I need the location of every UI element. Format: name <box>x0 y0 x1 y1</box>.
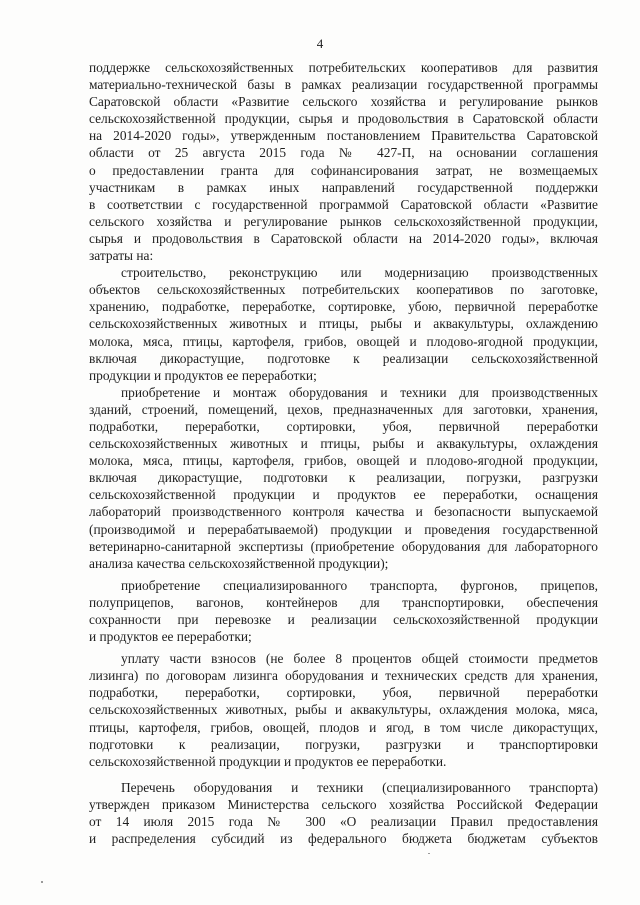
paragraph-3 <box>89 384 598 572</box>
text-line: от 14 июля 2015 года № 300 «О реализации Правил предоставления <box>89 814 598 830</box>
text-line: (производимой и перерабатываемой) продукции и проведения государственной <box>89 521 598 537</box>
text-line: зданий, строений, помещений, цехов, предназначенных для заготовки, хранения, <box>89 401 598 417</box>
text-line: материально-технической базы в рамках реализации государственной программы <box>89 77 598 93</box>
text-line: поддержке сельскохозяйственных потребительских кооперативов для развития <box>89 60 598 75</box>
text-line: полуприцепов, вагонов, контейнеров для транспортировки, обеспечения <box>89 594 598 610</box>
text-line: сельскохозяйственных животных, рыбы и аквакультуры, охлаждения молока, мяса, <box>89 702 598 718</box>
text-line: сельского хозяйства и регулирование рынков сельскохозяйственной продукции, <box>89 213 598 229</box>
text-line: анализа качества сельскохозяйственной продукции); <box>89 555 389 571</box>
text-line: хранению, подработке, переработке, сортировке, убою, первичной переработке <box>89 299 598 315</box>
text-line: объектов сельскохозяйственных потребительских кооперативов по заготовке, <box>89 282 598 298</box>
text-line: молока, мяса, птицы, картофеля, грибов, овощей и плодово-ягодной продукции, <box>89 453 598 469</box>
text-line: Перечень оборудования и техники (специализированного транспорта) <box>121 779 598 795</box>
text-line: Саратовской области «Развитие сельского хозяйства и регулирование рынков <box>89 94 598 110</box>
text-line: участникам в рамках иных направлений государственной поддержки <box>89 179 598 195</box>
text-line: и распределения субсидий из федерального бюджета бюджетам субъектов <box>89 831 598 847</box>
text-line: лизинга) по договорам лизинга оборудования и технических средств для хранения, <box>89 668 598 684</box>
text-line: продукции и продуктов ее переработки; <box>89 367 317 383</box>
text-line: сохранности при перевозке и реализации сельскохозяйственной продукции <box>89 612 598 627</box>
text-line: лабораторий производственного контроля качества и безопасности выпускаемой <box>89 504 598 520</box>
text-line: ветеринарно-санитарной экспертизы (приобретение оборудования для лабораторного <box>89 538 598 554</box>
text-line: подработки, переработки, сортировки, убоя, первичной переработки <box>89 418 598 434</box>
text-line: уплату части взносов (не более 8 процентов общей стоимости предметов <box>121 651 598 667</box>
text-line: в соответствии с государственной программой Саратовской области «Развитие <box>89 196 598 212</box>
text-line: области от 25 августа 2015 года № 427-П, на основании соглашения <box>89 145 598 161</box>
text-line: сельскохозяйственной продукции и продуктов ее переработки, оснащения <box>89 487 598 503</box>
document-body <box>89 59 598 847</box>
text-line: сельскохозяйственной продукции, сырья и продовольствия в Саратовской области <box>89 111 598 127</box>
text-line: о предоставлении гранта для софинансирования затрат, не возмещаемых <box>89 162 598 178</box>
scan-speck <box>41 881 43 883</box>
text-line: на 2014-2020 годы», утвержденным постановлением Правительства Саратовской <box>89 128 598 144</box>
paragraph-1 <box>89 59 598 264</box>
text-line: утвержден приказом Министерства сельского хозяйства Российской Федерации <box>89 796 598 812</box>
page-number: 4 <box>316 36 324 51</box>
text-line: включая дикорастущие, подготовки к реализации, погрузки, разгрузки <box>89 470 598 486</box>
text-line: включая дикорастущие, подготовке к реализации сельскохозяйственной <box>89 350 598 366</box>
text-line: сельскохозяйственных животных и птицы, рыбы и аквакультуры, охлаждения <box>89 436 598 452</box>
text-line: сельскохозяйственных животных и птицы, рыбы и аквакультуры, охлаждению <box>89 316 598 332</box>
text-line: молока, мяса, птицы, картофеля, грибов, овощей и плодово-ягодной продукции, <box>89 333 598 349</box>
text-line: птицы, картофеля, грибов, овощей, плодов и ягод, в том числе дикорастущих, <box>89 719 598 735</box>
paragraph-5 <box>89 650 598 770</box>
text-line: сельскохозяйственной продукции и продуктов ее переработки. <box>89 753 447 769</box>
text-line: строительство, реконструкцию или модернизацию производственных <box>121 265 598 281</box>
text-line: подработки, переработки, сортировки, убоя, первичной переработки <box>89 685 598 701</box>
paragraph-6 <box>89 779 598 847</box>
paragraph-4 <box>89 577 598 645</box>
scan-speck <box>428 853 430 854</box>
text-line: подготовки к реализации, погрузки, разгрузки и транспортировки <box>89 736 598 752</box>
paragraph-2 <box>89 264 598 384</box>
text-line: приобретение специализированного транспорта, фургонов, прицепов, <box>121 577 598 593</box>
text-line: приобретение и монтаж оборудования и техники для производственных <box>121 384 598 400</box>
text-line: сырья и продовольствия в Саратовской области на 2014-2020 годы», включая <box>89 230 598 246</box>
text-line: затраты на: <box>89 248 154 264</box>
text-line: и продуктов ее переработки; <box>89 629 252 645</box>
